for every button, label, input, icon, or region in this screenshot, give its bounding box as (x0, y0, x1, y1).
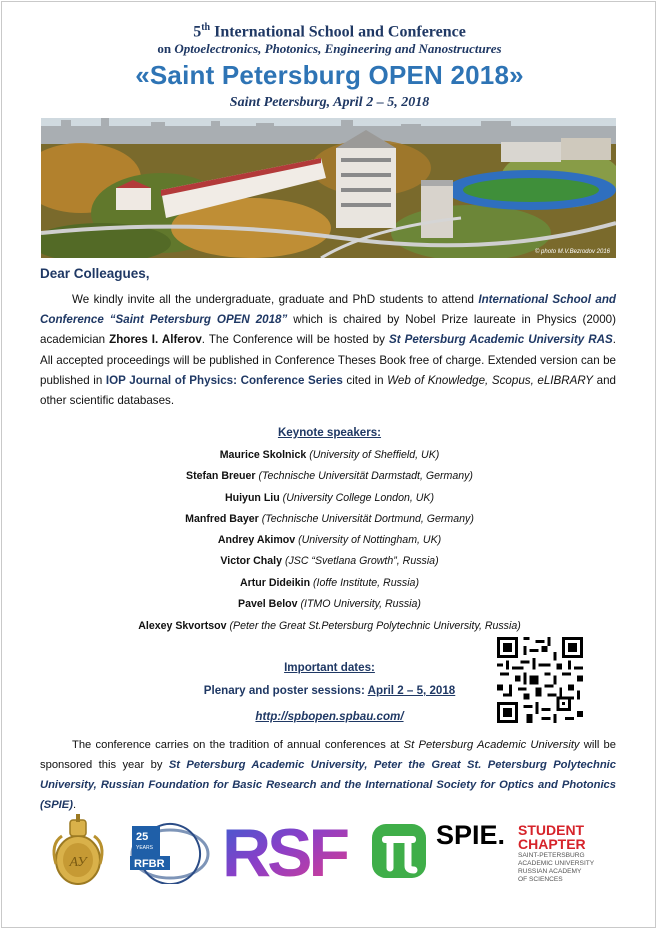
photo-credit: © photo M.V.Bezrodov 2016 (534, 249, 610, 255)
campus-aerial-photo (41, 118, 616, 258)
spie-student-chapter-logo: SPIE. STUDENT CHAPTER SAINT-PETERSBURG ACADEMIC UNIVERSITY RUSSIAN ACADEMY OF SCIENCES (436, 820, 595, 883)
host-name: St Petersburg Academic University RAS (388, 333, 613, 347)
svg-text:YEARS: YEARS (136, 845, 153, 851)
svg-text:25: 25 (136, 831, 149, 843)
session-dates: April 2 – 5, 2018 (367, 684, 456, 697)
sponsor-logos (40, 810, 620, 885)
keynote-heading: Keynote speakers: (277, 426, 382, 439)
sessions-line: Plenary and poster sessions: April 2 – 5, 2018 (203, 684, 456, 697)
speaker-item: Alexey Skvortsov (Peter the Great St.Petersburg Polytechnic University, Russia) (138, 620, 521, 632)
rsf-logo (220, 816, 360, 886)
speaker-item: Artur Dideikin (Ioffe Institute, Russia) (240, 577, 419, 589)
svg-text:RFBR: RFBR (134, 858, 165, 870)
speaker-item: Andrey Akimov (University of Nottingham, UK) (217, 534, 442, 546)
speaker-item: Pavel Belov (ITMO University, Russia) (238, 598, 421, 610)
conference-topic-line: on Optoelectronics, Photonics, Engineering and Nanostructures (157, 41, 502, 56)
polytechnic-university-logo (370, 822, 428, 880)
crest-letters: АУ (69, 855, 87, 870)
sponsors-list: St Petersburg Academic University, Peter the Great St. Petersburg Polytechnic University, Russian Foundation for Basic Research and the International Society for Optics and Photonics (SPIE) (40, 759, 616, 811)
important-dates-heading: Important dates: (284, 661, 375, 674)
closing-paragraph: The conference carries on the tradition of annual conferences at St Petersburg Academic University will be sponsored this year by St Petersburg Academic University, Peter the Great St. Petersburg Polytechnic University, Russian Foundation for Basic Research and the International Society for Optics and Photonics (SPIE). (40, 739, 617, 811)
school-name: International School and Conference “Saint Petersburg OPEN 2018” (40, 293, 616, 327)
chair-name: Zhores I. Alferov (109, 333, 202, 347)
conference-website-link[interactable]: http://spbopen.spbau.com/ (255, 710, 404, 723)
rfbr-logo (124, 820, 210, 884)
conference-edition-line: 5th International School and Conference (193, 22, 466, 41)
academic-university-crest-icon (48, 814, 108, 888)
speaker-item: Huiyun Liu (University College London, UK) (224, 492, 434, 504)
speaker-item: Stefan Breuer (Technische Universität Darmstadt, Germany) (186, 470, 473, 482)
qr-code[interactable] (497, 637, 583, 723)
conference-title: «Saint Petersburg OPEN 2018» (135, 60, 524, 90)
place-and-dates: Saint Petersburg, April 2 – 5, 2018 (229, 95, 430, 110)
invitation-paragraph: We kindly invite all the undergraduate, graduate and PhD students to attend International School and Conference “Saint Petersburg OPEN 2018” which is chaired by Nobel Prize laureate in Physics (2000) academician Zhores I. Alferov. The Conference will be hosted by St Petersburg Academic University RAS. All accepted proceedings will be published in Conference Theses Book free of charge. Extended version can be published in IOP Journal of Physics: Conference Series cited in Web of Knowledge, Scopus, eLIBRARY and other scientific databases. (40, 293, 616, 408)
svg-text:RSF: RSF (222, 816, 346, 886)
journal-name: IOP Journal of Physics: Conference Series (105, 373, 343, 387)
speaker-item: Manfred Bayer (Technische Universität Dortmund, Germany) (185, 513, 474, 525)
speaker-item: Victor Chaly (JSC “Svetlana Growth”, Russia) (220, 555, 439, 567)
speaker-item: Maurice Skolnick (University of Sheffield, UK) (219, 449, 440, 461)
greeting: Dear Colleagues, (40, 266, 150, 281)
